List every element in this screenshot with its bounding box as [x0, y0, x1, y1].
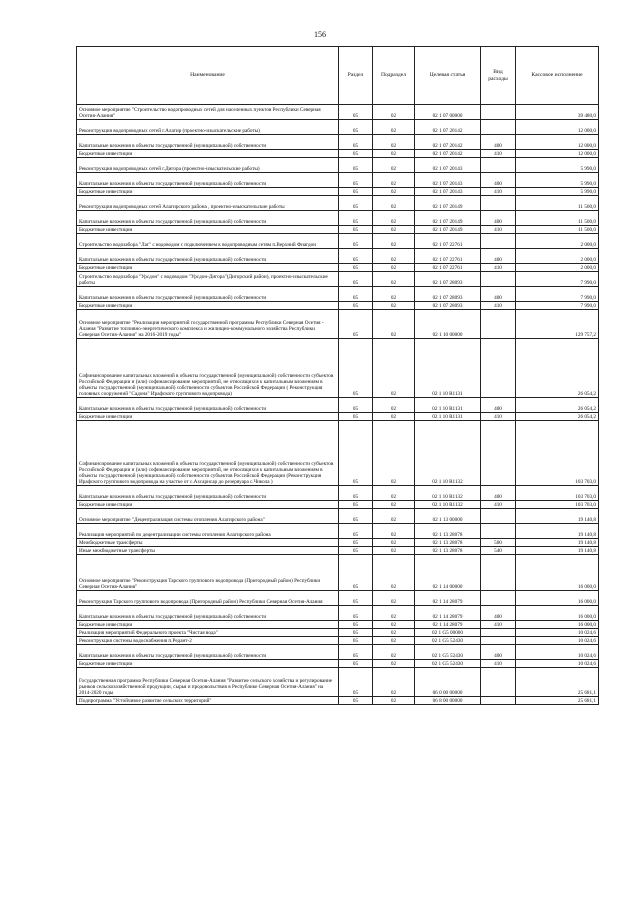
row-section: 05 — [339, 668, 373, 697]
table-row — [77, 398, 599, 413]
table-row — [77, 264, 599, 272]
table-row — [77, 226, 599, 234]
row-subsection: 02 — [373, 173, 415, 188]
row-target: 02 1 G5 00000 — [415, 629, 481, 637]
row-expense-type: 500 — [481, 539, 516, 547]
row-target: 02 1 07 20149 — [415, 211, 481, 226]
row-amount: 39 480,0 — [516, 105, 599, 120]
row-name: Строительство водозабора "Лаг" с водоводом с подключением к водопроводным сетям п.Верхний Фиагдон — [77, 234, 339, 249]
table-row — [77, 188, 599, 196]
page-number: 156 — [314, 30, 326, 39]
row-subsection: 02 — [373, 645, 415, 660]
row-target: 02 1 13 28078 — [415, 539, 481, 547]
row-target: 06 8 00 00000 — [415, 697, 481, 705]
row-amount: 12 000,0 — [516, 120, 599, 135]
header-target: Целевая статья — [415, 47, 481, 105]
row-name: Реконструкция водопроводных сетей Алагирского района , проектно-изыскательские работы — [77, 196, 339, 211]
row-expense-type: 410 — [481, 264, 516, 272]
row-subsection: 02 — [373, 413, 415, 421]
row-amount: 10 024,6 — [516, 637, 599, 645]
table-header-row — [77, 47, 599, 105]
row-target: 06 0 00 00000 — [415, 668, 481, 697]
row-target: 02 1 14 28079 — [415, 591, 481, 606]
row-amount: 16 000,0 — [516, 555, 599, 591]
row-target: 02 1 10 00000 — [415, 310, 481, 339]
row-expense-type: 400 — [481, 645, 516, 660]
row-subsection: 02 — [373, 660, 415, 668]
header-expense-type: Вид расходы — [481, 47, 516, 105]
row-amount: 103 703,0 — [516, 501, 599, 509]
row-name: Межбюджетные трансферты — [77, 539, 339, 547]
row-amount: 16 000,0 — [516, 621, 599, 629]
row-amount: 25 681,1 — [516, 697, 599, 705]
row-amount: 19 140,8 — [516, 524, 599, 539]
row-amount: 2 000,0 — [516, 234, 599, 249]
row-amount: 11 500,0 — [516, 211, 599, 226]
row-expense-type: 410 — [481, 302, 516, 310]
row-target: 02 1 07 20143 — [415, 173, 481, 188]
row-expense-type: 410 — [481, 621, 516, 629]
row-target: 02 1 10 R1132 — [415, 421, 481, 486]
row-expense-type: 400 — [481, 486, 516, 501]
row-section: 05 — [339, 539, 373, 547]
header-subsection: Подраздел — [373, 47, 415, 105]
row-section: 05 — [339, 606, 373, 621]
row-expense-type: 410 — [481, 226, 516, 234]
row-name: Реконструкция водопроводных сетей г.Алагир (проектно-изыскательские работы) — [77, 120, 339, 135]
row-name: Капитальные вложения в объекты государственной (муниципальной) собственности — [77, 486, 339, 501]
row-name: Подпрограмма "Устойчивое развитие сельских территорий" — [77, 697, 339, 705]
row-target: 02 1 14 00000 — [415, 555, 481, 591]
row-amount: 10 024,6 — [516, 660, 599, 668]
table-row — [77, 637, 599, 645]
row-name: Бюджетные инвестиции — [77, 302, 339, 310]
table-row — [77, 413, 599, 421]
row-expense-type: 400 — [481, 173, 516, 188]
row-target: 02 1 14 28079 — [415, 606, 481, 621]
row-subsection: 02 — [373, 310, 415, 339]
row-subsection: 02 — [373, 555, 415, 591]
row-subsection: 02 — [373, 150, 415, 158]
table-row — [77, 302, 599, 310]
row-name: Основное мероприятие "Реализация мероприятий государственной программы Республики Северная Осетия - Алания "Развитие топливно-энергетического комплекса и жилищно-коммунального хозяйства Республики Северная Осетия-Алания" на 2016-2019 годы" — [77, 310, 339, 339]
table-row — [77, 547, 599, 555]
row-expense-type: 540 — [481, 547, 516, 555]
row-target: 02 1 G5 52430 — [415, 637, 481, 645]
row-name: Бюджетные инвестиции — [77, 660, 339, 668]
row-section: 05 — [339, 398, 373, 413]
row-section: 05 — [339, 287, 373, 302]
row-expense-type — [481, 272, 516, 287]
row-subsection: 02 — [373, 606, 415, 621]
table-row — [77, 539, 599, 547]
row-name: Капитальные вложения в объекты государственной (муниципальной) собственности — [77, 606, 339, 621]
row-section: 05 — [339, 310, 373, 339]
table-row — [77, 524, 599, 539]
table-row — [77, 234, 599, 249]
row-amount: 26 054,2 — [516, 413, 599, 421]
row-section: 05 — [339, 637, 373, 645]
row-section: 05 — [339, 173, 373, 188]
row-subsection: 02 — [373, 668, 415, 697]
table-row — [77, 621, 599, 629]
row-name: Бюджетные инвестиции — [77, 413, 339, 421]
row-target: 02 1 10 R1132 — [415, 486, 481, 501]
row-amount: 12 000,0 — [516, 150, 599, 158]
table-row — [77, 697, 599, 705]
row-subsection: 02 — [373, 226, 415, 234]
row-name: Капитальные вложения в объекты государственной (муниципальной) собственности — [77, 398, 339, 413]
row-amount: 103 703,0 — [516, 421, 599, 486]
row-target: 02 1 07 20143 — [415, 188, 481, 196]
header-section: Раздел — [339, 47, 373, 105]
table-row — [77, 591, 599, 606]
row-subsection: 02 — [373, 158, 415, 173]
row-expense-type: 410 — [481, 413, 516, 421]
row-subsection: 02 — [373, 697, 415, 705]
row-target: 02 1 13 28078 — [415, 547, 481, 555]
row-name: Бюджетные инвестиции — [77, 226, 339, 234]
table-row — [77, 105, 599, 120]
row-expense-type: 400 — [481, 249, 516, 264]
row-target: 02 1 07 20149 — [415, 226, 481, 234]
row-section: 05 — [339, 524, 373, 539]
row-section: 05 — [339, 188, 373, 196]
row-name: Капитальные вложения в объекты государственной (муниципальной) собственности — [77, 645, 339, 660]
row-expense-type — [481, 421, 516, 486]
row-expense-type — [481, 555, 516, 591]
row-expense-type — [481, 591, 516, 606]
row-target: 02 1 07 28093 — [415, 287, 481, 302]
row-target: 02 1 10 R1131 — [415, 398, 481, 413]
row-subsection: 02 — [373, 287, 415, 302]
row-section: 05 — [339, 547, 373, 555]
row-expense-type — [481, 629, 516, 637]
row-amount: 2 000,0 — [516, 249, 599, 264]
row-target: 02 1 10 R1132 — [415, 501, 481, 509]
row-target: 02 1 10 R1131 — [415, 413, 481, 421]
row-expense-type: 400 — [481, 211, 516, 226]
row-section: 05 — [339, 150, 373, 158]
row-name: Капитальные вложения в объекты государственной (муниципальной) собственности — [77, 135, 339, 150]
row-section: 05 — [339, 158, 373, 173]
row-name: Основное мероприятие "Децентрализация системы отопления Алагирского района" — [77, 509, 339, 524]
row-amount: 10 024,6 — [516, 645, 599, 660]
row-amount: 129 757,2 — [516, 310, 599, 339]
row-target: 02 1 13 00000 — [415, 509, 481, 524]
row-amount: 19 140,8 — [516, 547, 599, 555]
row-name: Бюджетные инвестиции — [77, 264, 339, 272]
row-expense-type: 400 — [481, 606, 516, 621]
row-section: 05 — [339, 135, 373, 150]
header-name: Наименование — [77, 47, 339, 105]
row-name: Капитальные вложения в объекты государственной (муниципальной) собственности — [77, 173, 339, 188]
row-target: 02 1 07 20142 — [415, 120, 481, 135]
row-target: 02 1 14 28079 — [415, 621, 481, 629]
row-subsection: 02 — [373, 196, 415, 211]
row-amount: 2 000,0 — [516, 264, 599, 272]
row-section: 05 — [339, 501, 373, 509]
row-expense-type — [481, 637, 516, 645]
row-subsection: 02 — [373, 339, 415, 398]
row-subsection: 02 — [373, 120, 415, 135]
row-expense-type: 410 — [481, 501, 516, 509]
row-target: 02 1 07 28093 — [415, 272, 481, 287]
row-name: Капитальные вложения в объекты государственной (муниципальной) собственности — [77, 249, 339, 264]
row-expense-type: 410 — [481, 150, 516, 158]
row-amount: 11 500,0 — [516, 226, 599, 234]
table-row — [77, 421, 599, 486]
row-target: 02 1 07 22761 — [415, 264, 481, 272]
row-section: 05 — [339, 120, 373, 135]
row-section: 05 — [339, 509, 373, 524]
row-name: Софинансирование капитальных вложений в объекты государственной (муниципальной) собственности субъектов Российской Федерации и (или) софинансирование мероприятий, не относящихся к капитальным вложениям в объекты государственной (муниципальной) собственности субъектов Российской Федерации ( Реконструкция головных сооружений "Садона" Ирафского группового водопровода) — [77, 339, 339, 398]
row-amount: 12 000,0 — [516, 135, 599, 150]
row-name: Бюджетные инвестиции — [77, 188, 339, 196]
row-amount: 16 000,0 — [516, 606, 599, 621]
table-row — [77, 196, 599, 211]
row-amount: 5 990,0 — [516, 173, 599, 188]
row-name: Реконструкция Тарского группового водопровода (Пригородный район) Республики Северная Осетия-Алания — [77, 591, 339, 606]
row-expense-type: 400 — [481, 135, 516, 150]
row-name: Бюджетные инвестиции — [77, 501, 339, 509]
row-expense-type — [481, 310, 516, 339]
row-expense-type — [481, 524, 516, 539]
table-row — [77, 339, 599, 398]
table-row — [77, 272, 599, 287]
row-section: 05 — [339, 413, 373, 421]
table-row — [77, 135, 599, 150]
row-section: 05 — [339, 302, 373, 310]
row-expense-type — [481, 158, 516, 173]
row-subsection: 02 — [373, 509, 415, 524]
table-row — [77, 555, 599, 591]
table-row — [77, 606, 599, 621]
row-subsection: 02 — [373, 135, 415, 150]
row-subsection: 02 — [373, 591, 415, 606]
row-section: 05 — [339, 660, 373, 668]
row-section: 05 — [339, 339, 373, 398]
row-subsection: 02 — [373, 539, 415, 547]
row-name: Капитальные вложения в объекты государственной (муниципальной) собственности — [77, 287, 339, 302]
row-target: 02 1 07 20142 — [415, 135, 481, 150]
row-section: 05 — [339, 486, 373, 501]
row-amount: 103 703,0 — [516, 486, 599, 501]
row-expense-type — [481, 668, 516, 697]
row-subsection: 02 — [373, 629, 415, 637]
row-expense-type: 410 — [481, 188, 516, 196]
table-row — [77, 120, 599, 135]
row-subsection: 02 — [373, 547, 415, 555]
table-row — [77, 645, 599, 660]
row-subsection: 02 — [373, 637, 415, 645]
row-expense-type — [481, 339, 516, 398]
row-section: 05 — [339, 645, 373, 660]
row-name: Реализация мероприятий по децентрализации системы отопления Алагирского района — [77, 524, 339, 539]
row-amount: 5 990,0 — [516, 158, 599, 173]
row-section: 05 — [339, 196, 373, 211]
row-section: 05 — [339, 234, 373, 249]
row-section: 05 — [339, 697, 373, 705]
row-subsection: 02 — [373, 621, 415, 629]
row-subsection: 02 — [373, 264, 415, 272]
row-name: Капитальные вложения в объекты государственной (муниципальной) собственности — [77, 211, 339, 226]
row-amount: 26 054,2 — [516, 339, 599, 398]
row-section: 05 — [339, 249, 373, 264]
row-target: 02 1 G5 52430 — [415, 660, 481, 668]
row-subsection: 02 — [373, 249, 415, 264]
row-amount: 7 990,0 — [516, 302, 599, 310]
row-subsection: 02 — [373, 501, 415, 509]
row-subsection: 02 — [373, 421, 415, 486]
table-row — [77, 211, 599, 226]
row-amount: 5 990,0 — [516, 188, 599, 196]
row-expense-type: 410 — [481, 660, 516, 668]
table-row — [77, 629, 599, 637]
row-target: 02 1 07 22761 — [415, 234, 481, 249]
row-name: Бюджетные инвестиции — [77, 621, 339, 629]
row-amount: 16 000,0 — [516, 591, 599, 606]
row-name: Реконструкция системы водоснабжения п.Редант-2 — [77, 637, 339, 645]
table-row — [77, 310, 599, 339]
table-row — [77, 660, 599, 668]
row-section: 05 — [339, 629, 373, 637]
budget-table — [76, 46, 599, 705]
row-target: 02 1 07 00000 — [415, 105, 481, 120]
row-target: 02 1 07 22761 — [415, 249, 481, 264]
row-section: 05 — [339, 105, 373, 120]
row-subsection: 02 — [373, 486, 415, 501]
table-row — [77, 249, 599, 264]
row-target: 02 1 07 20143 — [415, 158, 481, 173]
table-row — [77, 668, 599, 697]
row-name: Софинансирование капитальных вложений в объекты государственной (муниципальной) собственности субъектов Российской Федерации и (или) софинансирование мероприятий, не относящихся к капитальным вложениям в объекты государственной (муниципальной) собственности субъектов Российской Федерации (Реконструкция Ирафского группового водопровода на участке от с.Ахсарисар до резервуара с.Чикола ) — [77, 421, 339, 486]
table-row — [77, 501, 599, 509]
table-row — [77, 173, 599, 188]
table-row — [77, 509, 599, 524]
row-name: Государственная программа Республики Северная Осетия-Алания "Развитие сельского хозяйства и регулирование рынков сельскохозяйственной продукции, сырья и продовольствия в Республике Северная Осетия-Алания" на 2014-2020 годы — [77, 668, 339, 697]
table-row — [77, 158, 599, 173]
row-target: 02 1 13 28078 — [415, 524, 481, 539]
row-name: Строительство водозабора "Урсдон" с водоводом "Урсдон-Дигора"(Дигорский район), проектно-изыскательские работы — [77, 272, 339, 287]
row-section: 05 — [339, 211, 373, 226]
row-section: 05 — [339, 226, 373, 234]
row-subsection: 02 — [373, 302, 415, 310]
row-name: Бюджетные инвестиции — [77, 150, 339, 158]
row-name: Основное мероприятие "Реконструкция Тарского группового водопровода (Пригородный район) Республики Северная Осетия-Алания" — [77, 555, 339, 591]
row-section: 05 — [339, 272, 373, 287]
row-amount: 11 500,0 — [516, 196, 599, 211]
row-amount: 7 990,0 — [516, 272, 599, 287]
row-target: 02 1 07 28093 — [415, 302, 481, 310]
row-amount: 19 140,8 — [516, 539, 599, 547]
row-expense-type — [481, 120, 516, 135]
row-subsection: 02 — [373, 234, 415, 249]
row-target: 02 1 10 R1131 — [415, 339, 481, 398]
row-target: 02 1 07 20142 — [415, 150, 481, 158]
table-row — [77, 486, 599, 501]
row-subsection: 02 — [373, 105, 415, 120]
row-amount: 26 054,2 — [516, 398, 599, 413]
row-amount: 25 681,1 — [516, 668, 599, 697]
row-subsection: 02 — [373, 524, 415, 539]
row-amount: 7 990,0 — [516, 287, 599, 302]
row-target: 02 1 07 20149 — [415, 196, 481, 211]
row-subsection: 02 — [373, 398, 415, 413]
row-expense-type: 400 — [481, 287, 516, 302]
row-section: 05 — [339, 264, 373, 272]
row-expense-type — [481, 509, 516, 524]
row-section: 05 — [339, 555, 373, 591]
header-amount: Кассовое исполнение — [516, 47, 599, 105]
row-section: 05 — [339, 591, 373, 606]
row-expense-type — [481, 234, 516, 249]
row-expense-type — [481, 196, 516, 211]
row-name: Иные межбюджетные трансферты — [77, 547, 339, 555]
row-name: Реконструкция водопроводных сетей г.Дигора (проектно-изыскательские работы) — [77, 158, 339, 173]
table-row — [77, 150, 599, 158]
row-amount: 19 140,8 — [516, 509, 599, 524]
row-expense-type — [481, 105, 516, 120]
row-name: Реализация мероприятий Федерального проекта "Чистая вода" — [77, 629, 339, 637]
row-section: 05 — [339, 421, 373, 486]
row-name: Основное мероприятие "Строительство водопроводных сетей для населенных пунктов Республики Северная Осетия-Алания" — [77, 105, 339, 120]
row-subsection: 02 — [373, 211, 415, 226]
row-expense-type: 400 — [481, 398, 516, 413]
row-section: 05 — [339, 621, 373, 629]
row-subsection: 02 — [373, 272, 415, 287]
row-target: 02 1 G5 52430 — [415, 645, 481, 660]
table-body — [77, 105, 599, 705]
row-subsection: 02 — [373, 188, 415, 196]
table-row — [77, 287, 599, 302]
row-expense-type — [481, 697, 516, 705]
row-amount: 10 024,6 — [516, 629, 599, 637]
